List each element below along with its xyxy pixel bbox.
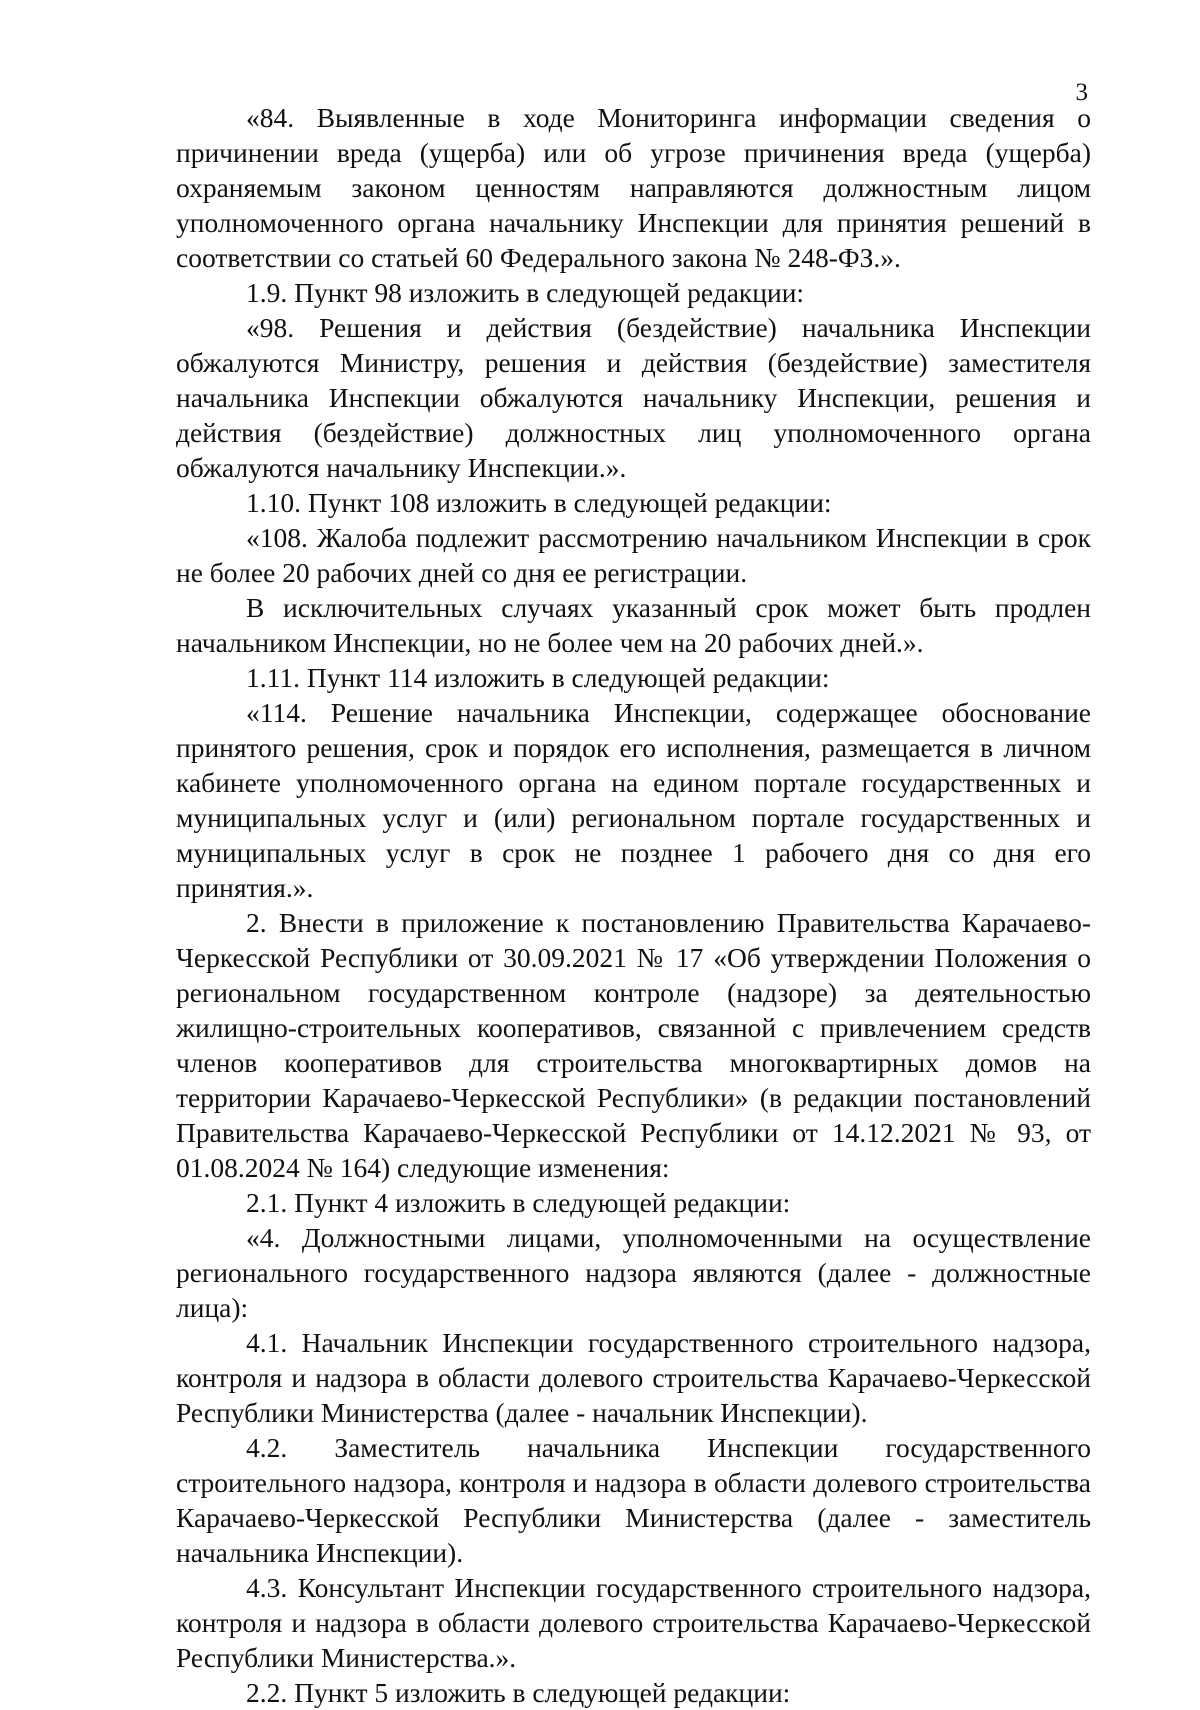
paragraph-amendment-1-11: 1.11. Пункт 114 изложить в следующей редакции:	[246, 662, 830, 693]
paragraph-item-84: «84. Выявленные в ходе Мониторинга информации сведения о причинении вреда (ущерба) или об угрозе причинения вреда (ущерба) охраняемым законом ценностям направляются должностным лицом уполномоченного органа начальнику Инспекции для принятия решений в соответствии со статьей 60 Федерального закона № 248-ФЗ.».	[176, 102, 1091, 273]
paragraph-section-2: 2. Внести в приложение к постановлению Правительства Карачаево-Черкесской Республики от 30.09.2021 № 17 «Об утверждении Положения о региональном государственном контроле (надзоре) за деятельностью жилищно-строительных кооперативов, связанной с привлечением средств членов кооперативов для строительства многоквартирных домов на территории Карачаево-Черкесской Республики» (в редакции постановлений Правительства Карачаево-Черкесской Республики от 14.12.2021 № 93, от 01.08.2024 № 164) следующие изменения:	[176, 907, 1091, 1183]
paragraph-amendment-2-2: 2.2. Пункт 5 изложить в следующей редакции:	[246, 1677, 791, 1708]
paragraph-item-114: «114. Решение начальника Инспекции, содержащее обоснование принятого решения, срок и порядок его исполнения, размещается в личном кабинете уполномоченного органа на едином портале государственных и муниципальных услуг и (или) региональном портале государственных и муниципальных услуг в срок не позднее 1 рабочего дня со дня его принятия.».	[176, 697, 1091, 903]
paragraph-item-98: «98. Решения и действия (бездействие) начальника Инспекции обжалуются Министру, решения и действия (бездействие) заместителя начальника Инспекции обжалуются начальнику Инспекции, решения и действия (бездействие) должностных лиц уполномоченного органа обжалуются начальнику Инспекции.».	[176, 312, 1091, 483]
paragraph-item-4-2: 4.2. Заместитель начальника Инспекции государственного строительного надзора, контроля и надзора в области долевого строительства Карачаево-Черкесской Республики Министерства (далее - заместитель начальника Инспекции).	[176, 1432, 1091, 1568]
paragraph-item-4: «4. Должностными лицами, уполномоченными на осуществление регионального государственного надзора являются (далее - должностные лица):	[176, 1222, 1091, 1323]
paragraph-item-108: «108. Жалоба подлежит рассмотрению начальником Инспекции в срок не более 20 рабочих дней со дня ее регистрации.	[176, 522, 1091, 588]
page-number: 3	[1075, 79, 1088, 106]
paragraph-exceptional-cases: В исключительных случаях указанный срок может быть продлен начальником Инспекции, но не более чем на 20 рабочих дней.».	[176, 592, 1091, 658]
paragraph-amendment-2-1: 2.1. Пункт 4 изложить в следующей редакции:	[246, 1187, 791, 1218]
paragraph-item-4-3: 4.3. Консультант Инспекции государственного строительного надзора, контроля и надзора в области долевого строительства Карачаево-Черкесской Республики Министерства.».	[176, 1572, 1091, 1673]
paragraph-amendment-1-10: 1.10. Пункт 108 изложить в следующей редакции:	[246, 487, 832, 518]
paragraph-amendment-1-9: 1.9. Пункт 98 изложить в следующей редакции:	[246, 277, 805, 308]
document-body	[176, 100, 1091, 1710]
paragraph-item-4-1: 4.1. Начальник Инспекции государственного строительного надзора, контроля и надзора в области долевого строительства Карачаево-Черкесской Республики Министерства (далее - начальник Инспекции).	[176, 1327, 1091, 1428]
